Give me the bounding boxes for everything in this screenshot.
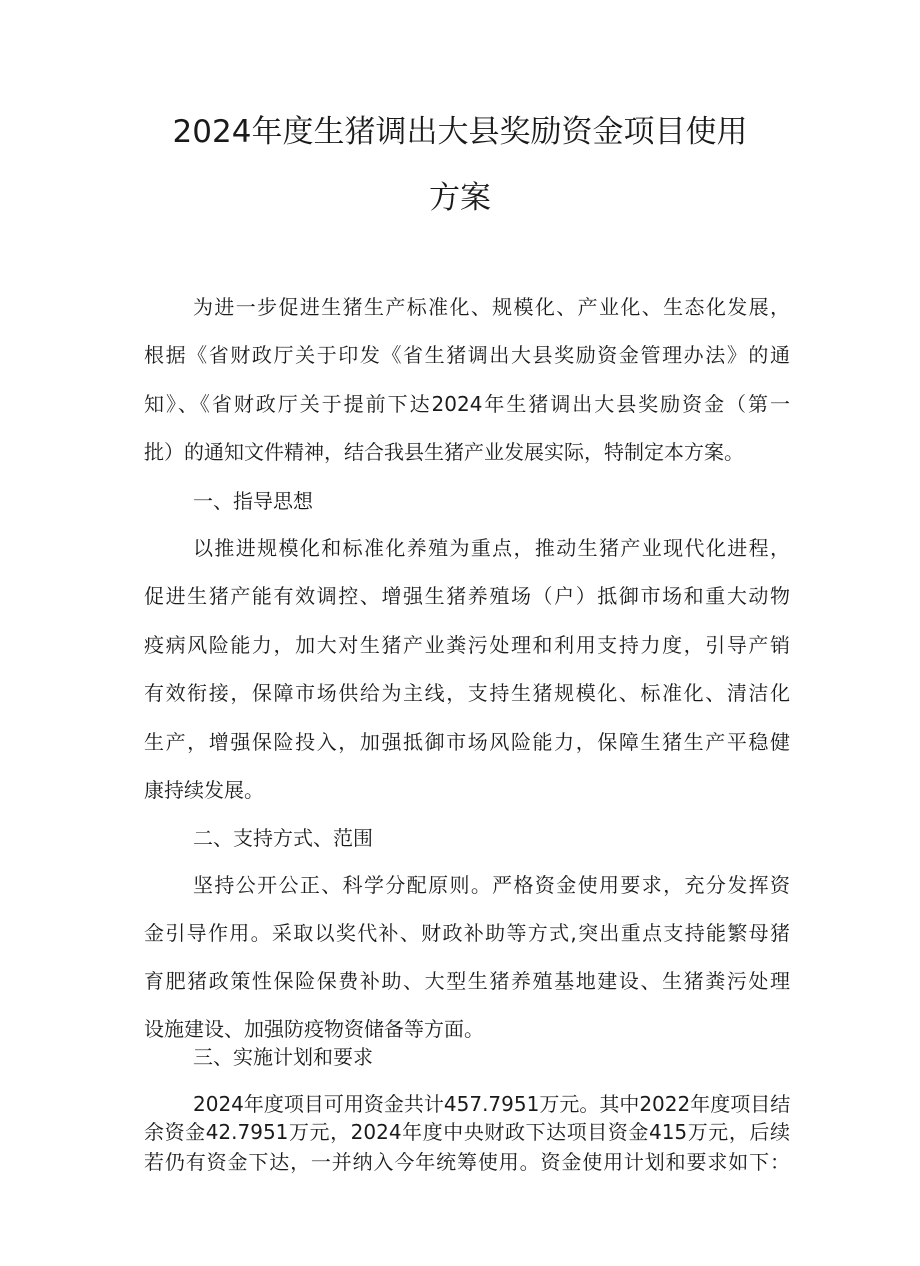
section-2-line-4: 设施建设、加强防疫物资储备等方面。 bbox=[144, 1017, 484, 1041]
intro-line-4: 批）的通知文件精神，结合我县生猪产业发展实际，特制定本方案。 bbox=[144, 440, 744, 464]
section-1-line-1: 以推进规模化和标准化养殖为重点，推动生猪产业现代化进程， bbox=[193, 536, 790, 560]
intro-line-2: 根据《省财政厅关于印发《省生猪调出大县奖励资金管理办法》的通 bbox=[144, 343, 790, 367]
document-title-line-2: 方案 bbox=[429, 180, 491, 216]
document-title-line-1: 2024年度生猪调出大县奖励资金项目使用 bbox=[172, 114, 748, 150]
section-1-line-3: 疫病风险能力，加大对生猪产业粪污处理和利用支持力度，引导产销 bbox=[144, 633, 790, 657]
section-2-line-1: 坚持公开公正、科学分配原则。严格资金使用要求，充分发挥资 bbox=[193, 873, 790, 897]
section-3-line-3: 若仍有资金下达，一并纳入今年统筹使用。资金使用计划和要求如下： bbox=[144, 1150, 790, 1174]
intro-line-1: 为进一步促进生猪生产标准化、规模化、产业化、生态化发展， bbox=[193, 295, 790, 319]
section-2-heading: 二、支持方式、范围 bbox=[193, 826, 373, 850]
section-1-heading: 一、指导思想 bbox=[193, 489, 313, 513]
section-3-line-1: 2024年度项目可用资金共计457.7951万元。其中2022年度项目结 bbox=[193, 1092, 791, 1116]
section-1-line-2: 促进生猪产能有效调控、增强生猪养殖场（户）抵御市场和重大动物 bbox=[144, 584, 790, 608]
section-3-line-2: 余资金42.7951万元，2024年度中央财政下达项目资金415万元，后续 bbox=[144, 1120, 790, 1144]
intro-line-3: 知》、《省财政厅关于提前下达2024年生猪调出大县奖励资金（第一 bbox=[144, 392, 790, 416]
section-1-line-6: 康持续发展。 bbox=[144, 778, 264, 802]
section-3-heading: 三、实施计划和要求 bbox=[193, 1045, 373, 1069]
section-1-line-5: 生产，增强保险投入，加强抵御市场风险能力，保障生猪生产平稳健 bbox=[144, 730, 790, 754]
section-2-line-3: 育肥猪政策性保险保费补助、大型生猪养殖基地建设、生猪粪污处理 bbox=[144, 969, 790, 993]
section-1-line-4: 有效衔接，保障市场供给为主线，支持生猪规模化、标准化、清洁化 bbox=[144, 681, 790, 705]
section-2-line-2: 金引导作用。采取以奖代补、财政补助等方式,突出重点支持能繁母猪 bbox=[144, 921, 790, 945]
